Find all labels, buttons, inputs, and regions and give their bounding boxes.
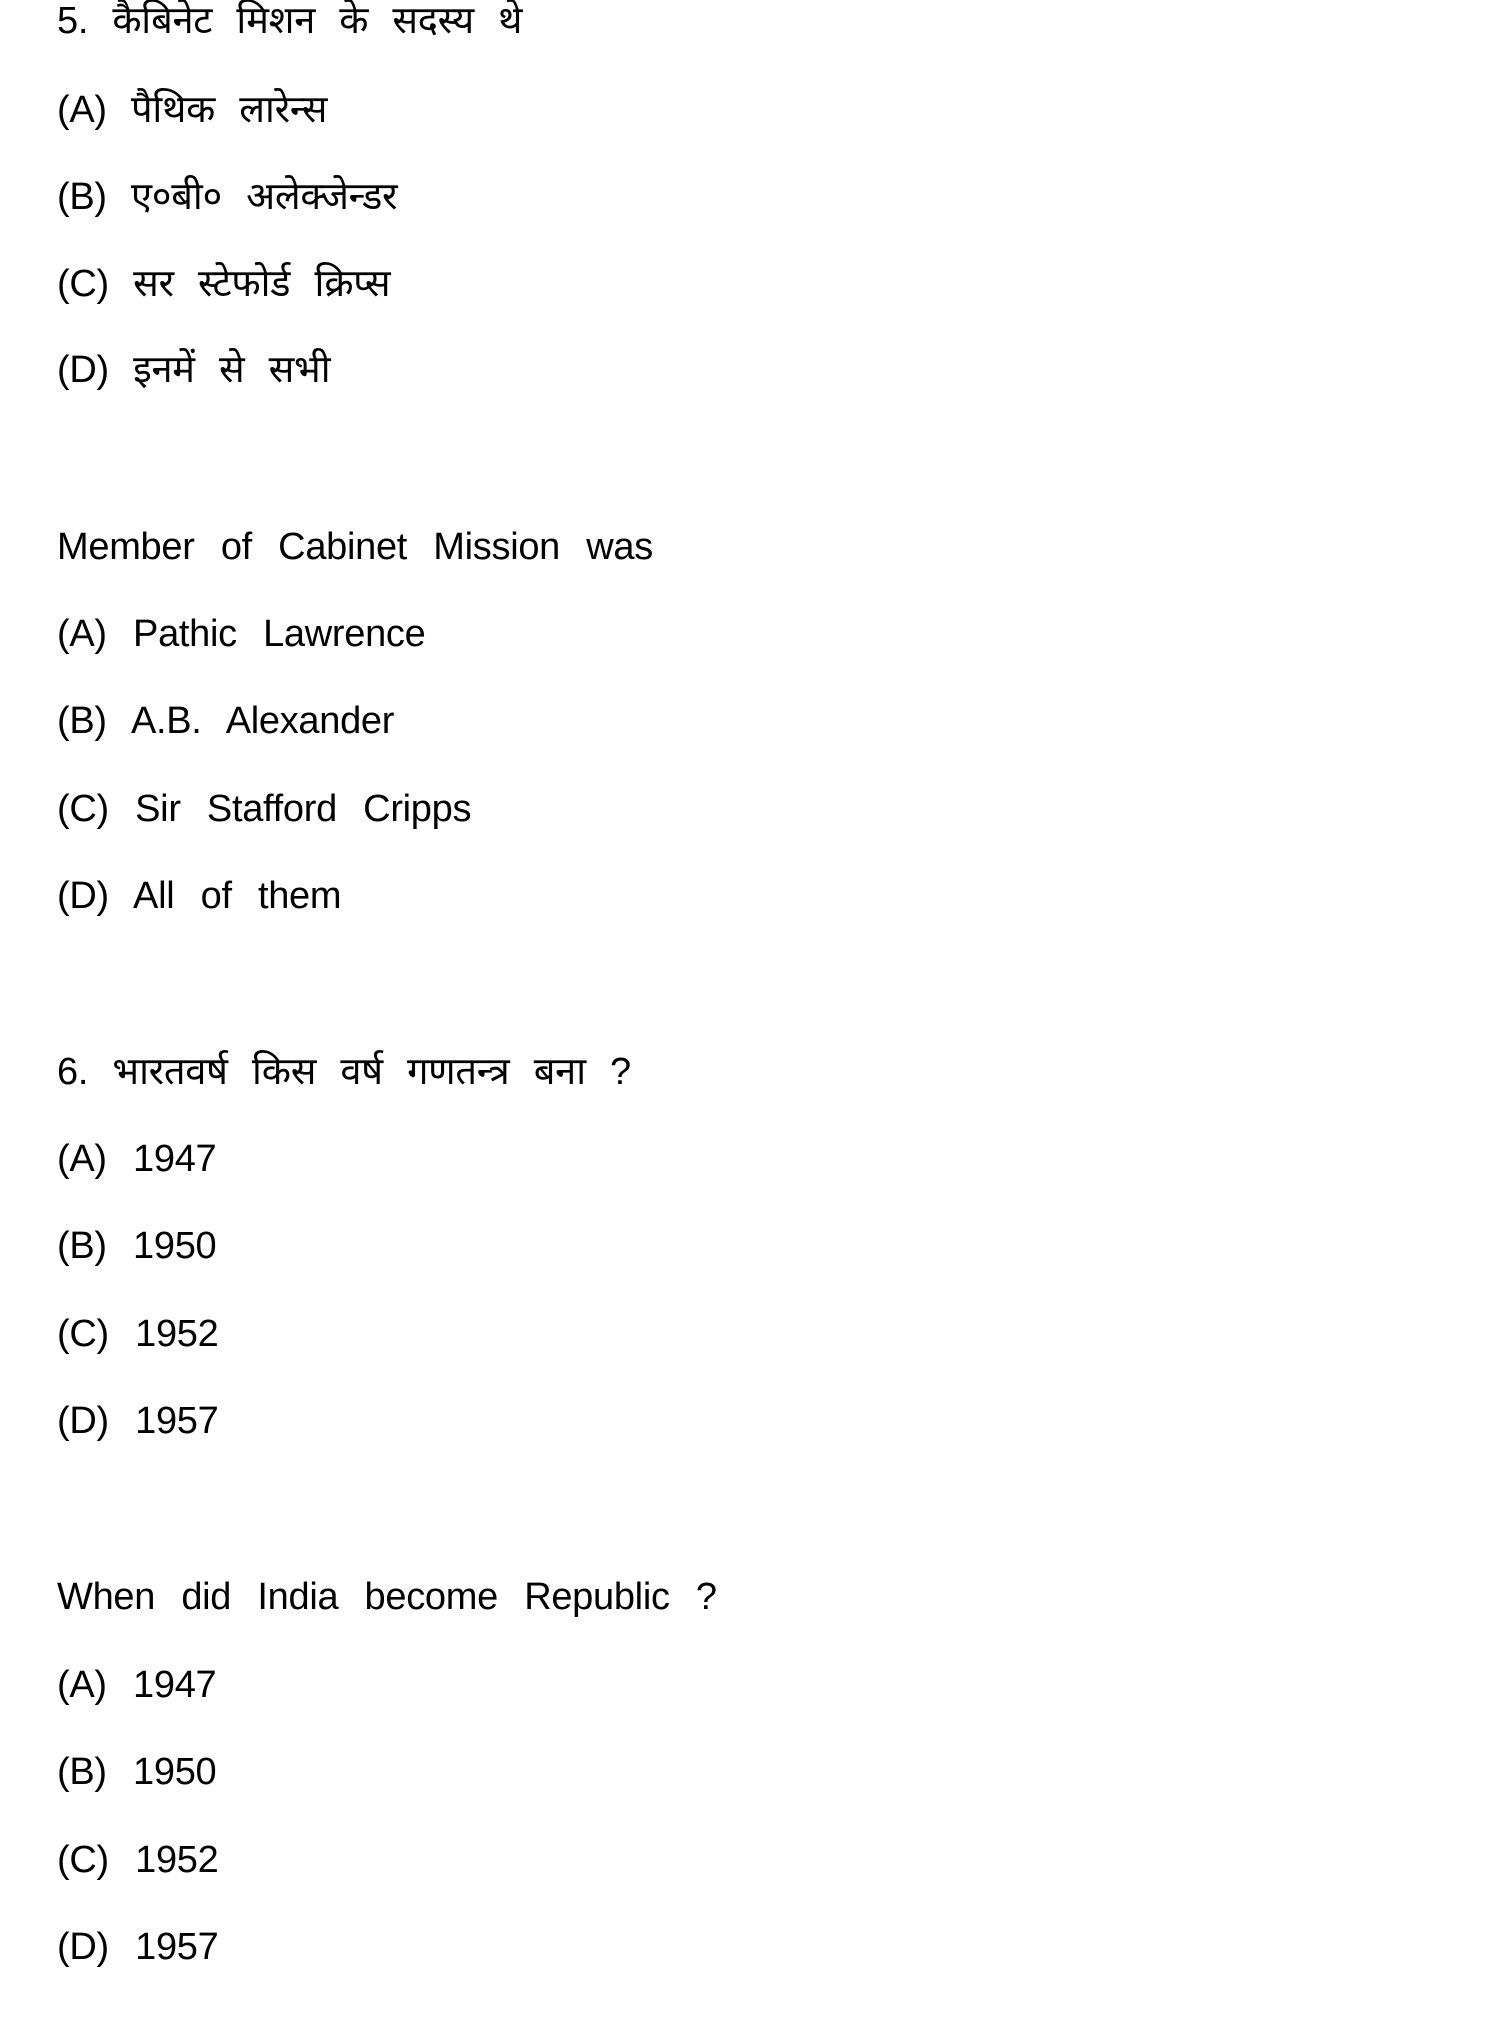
option-text: 1957	[135, 1400, 219, 1442]
option-text: A.B. Alexander	[130, 700, 395, 742]
option-text: Pathic Lawrence	[133, 613, 426, 655]
question-text: When did India become Republic ?	[57, 1576, 717, 1618]
option-text: 1950	[133, 1225, 217, 1267]
question-text: Member of Cabinet Mission was	[57, 526, 653, 568]
option-label: (B)	[57, 700, 107, 742]
option-label: (B)	[57, 1225, 107, 1267]
question-text: कैबिनेट मिशन के सदस्य थे	[112, 0, 523, 42]
question-stem	[57, 1578, 717, 1616]
option-label: (C)	[57, 263, 109, 305]
option-label: (B)	[57, 1751, 107, 1793]
option-text: 1947	[133, 1138, 217, 1180]
option-label: (B)	[57, 176, 107, 218]
option-d	[57, 1928, 218, 1966]
option-text: पैथिक लारेन्स	[131, 89, 328, 131]
option-c	[57, 1841, 218, 1879]
option-label: (A)	[57, 89, 107, 131]
option-text: 1950	[133, 1751, 217, 1793]
question-stem	[57, 1053, 631, 1091]
option-b	[57, 1227, 216, 1265]
option-a	[57, 1140, 216, 1178]
option-a	[57, 615, 425, 653]
option-label: (C)	[57, 1313, 109, 1355]
option-b	[57, 702, 394, 740]
option-b	[57, 1753, 216, 1791]
option-d	[57, 1402, 218, 1440]
option-label: (A)	[57, 1664, 107, 1706]
option-label: (D)	[57, 349, 109, 391]
question-stem	[57, 2, 522, 40]
question-number: 5.	[57, 0, 89, 42]
option-text: 1952	[135, 1839, 219, 1881]
option-text: 1957	[135, 1926, 219, 1968]
option-c	[57, 1315, 218, 1353]
option-label: (A)	[57, 1138, 107, 1180]
option-text: Sir Stafford Cripps	[135, 788, 472, 830]
option-label: (C)	[57, 1839, 109, 1881]
option-text: 1952	[135, 1313, 219, 1355]
option-text: इनमें से सभी	[133, 349, 331, 391]
question-text: भारतवर्ष किस वर्ष गणतन्त्र बना ?	[112, 1051, 631, 1093]
option-label: (C)	[57, 788, 109, 830]
option-text: सर स्टेफोर्ड क्रिप्स	[133, 263, 391, 305]
option-label: (A)	[57, 613, 107, 655]
option-b	[57, 178, 397, 216]
option-text: All of them	[133, 875, 342, 917]
option-label: (D)	[57, 1926, 109, 1968]
option-c	[57, 265, 390, 303]
option-c	[57, 790, 471, 828]
question-number: 6.	[57, 1051, 89, 1093]
option-label: (D)	[57, 1400, 109, 1442]
option-d	[57, 351, 330, 389]
option-text: 1947	[133, 1664, 217, 1706]
option-label: (D)	[57, 875, 109, 917]
option-a	[57, 91, 327, 129]
question-stem	[57, 528, 653, 566]
option-text: ए०बी० अलेक्जेन्डर	[131, 176, 398, 218]
option-d	[57, 877, 341, 915]
option-a	[57, 1666, 216, 1704]
